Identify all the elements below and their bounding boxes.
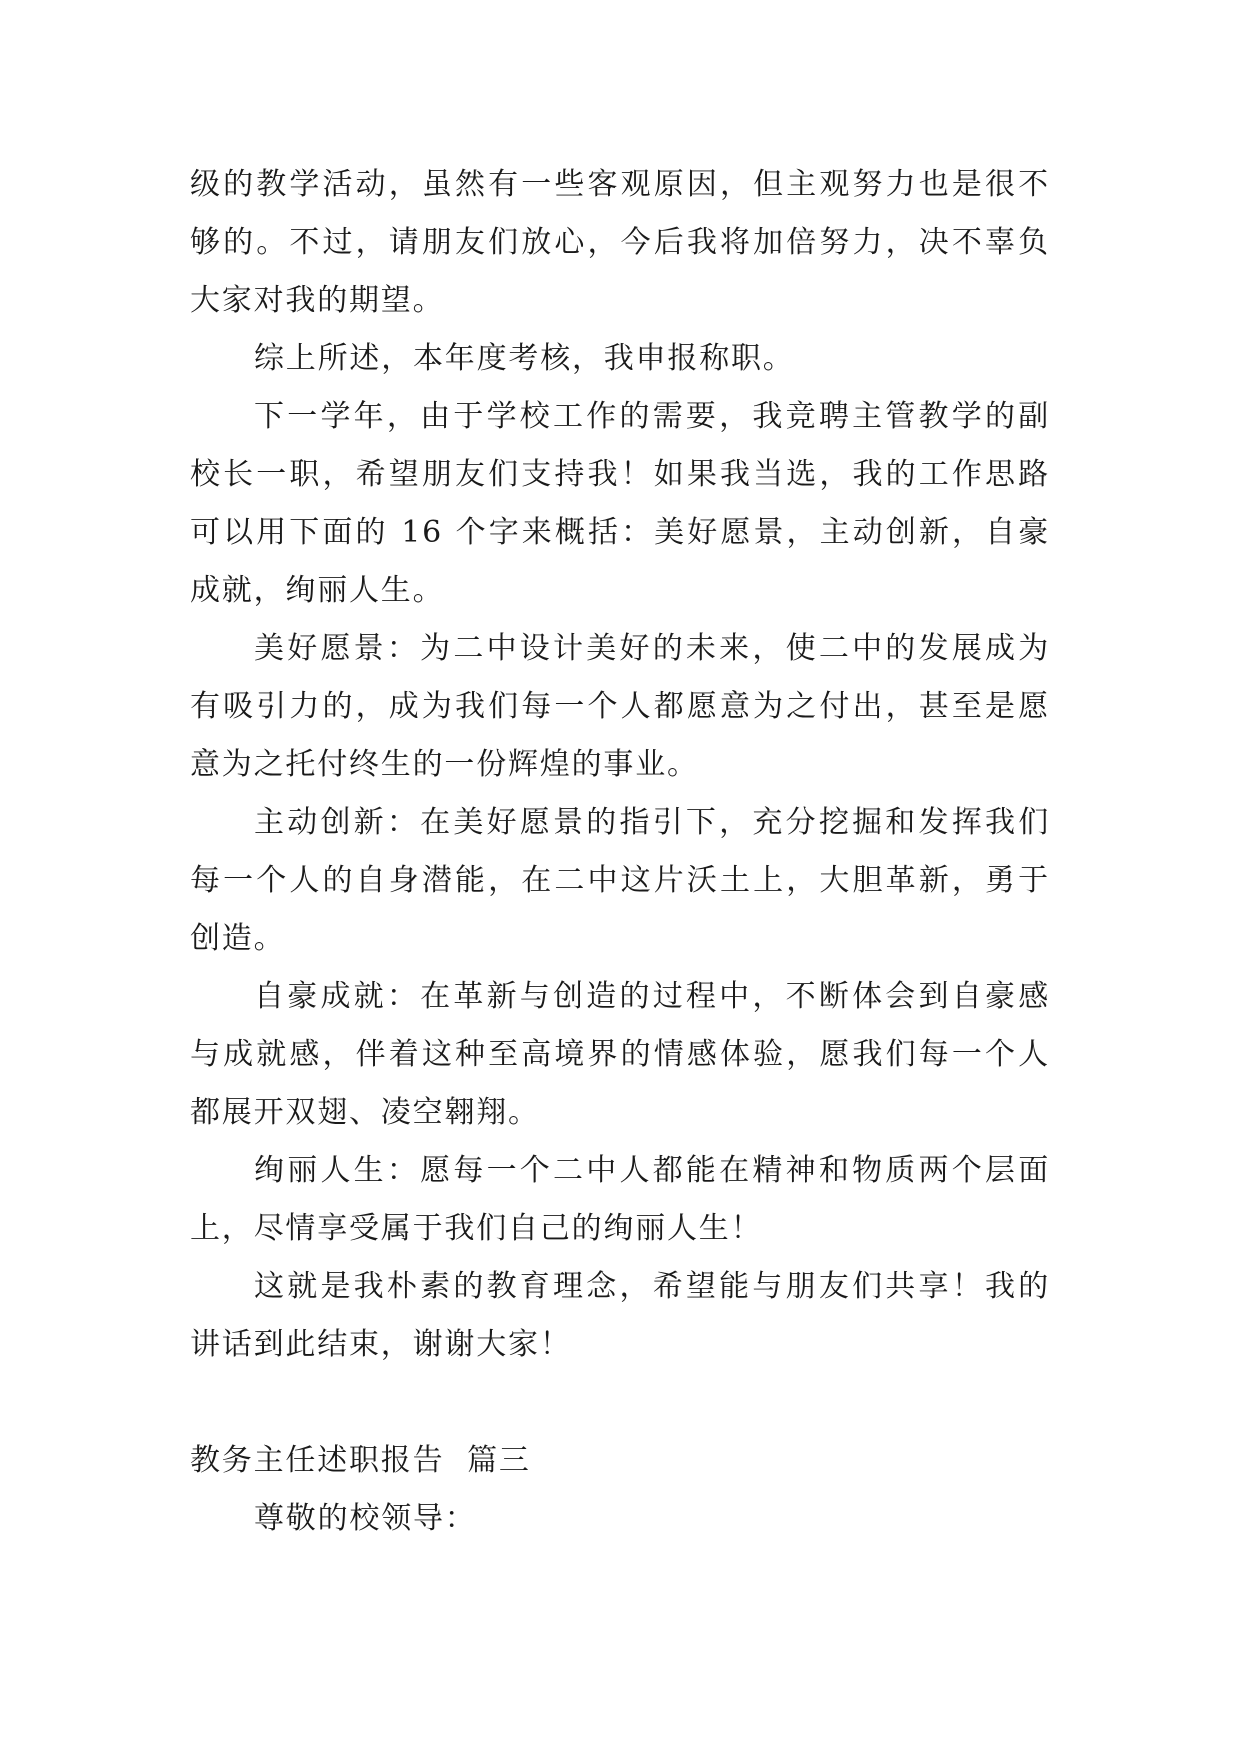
paragraph-1-line-1: 级的教学活动，虽然有一些客观原因，但主观努力也是很不	[190, 167, 1050, 202]
paragraph-2-line-1: 综上所述，本年度考核，我申报称职。	[254, 341, 795, 376]
paragraph-6-line-2: 与成就感，伴着这种至高境界的情感体验，愿我们每一个人	[190, 1037, 1050, 1072]
paragraph-5-line-2: 每一个人的自身潜能，在二中这片沃土上，大胆革新，勇于	[190, 863, 1050, 898]
paragraph-6-line-3: 都展开双翅、凌空翱翔。	[190, 1095, 540, 1130]
paragraph-4-line-1: 美好愿景：为二中设计美好的未来，使二中的发展成为	[254, 631, 1050, 666]
paragraph-4-line-3: 意为之托付终生的一份辉煌的事业。	[190, 747, 699, 782]
paragraph-7-line-2: 上，尽情享受属于我们自己的绚丽人生！	[190, 1211, 763, 1246]
paragraph-3-line-3: 可以用下面的 16 个字来概括：美好愿景，主动创新，自豪	[190, 515, 1050, 550]
paragraph-5-line-3: 创造。	[190, 921, 286, 956]
salutation: 尊敬的校领导：	[254, 1501, 477, 1536]
paragraph-1-line-3: 大家对我的期望。	[190, 283, 445, 318]
paragraph-4-line-2: 有吸引力的，成为我们每一个人都愿意为之付出，甚至是愿	[190, 689, 1050, 724]
paragraph-3-line-4: 成就，绚丽人生。	[190, 573, 445, 608]
paragraph-7-line-1: 绚丽人生：愿每一个二中人都能在精神和物质两个层面	[254, 1153, 1050, 1188]
paragraph-5-line-1: 主动创新：在美好愿景的指引下，充分挖掘和发挥我们	[254, 805, 1050, 840]
paragraph-8-line-1: 这就是我朴素的教育理念，希望能与朋友们共享！我的	[254, 1269, 1050, 1304]
paragraph-8-line-2: 讲话到此结束，谢谢大家！	[190, 1327, 572, 1362]
paragraph-3-line-2: 校长一职，希望朋友们支持我！如果我当选，我的工作思路	[190, 457, 1050, 492]
paragraph-6-line-1: 自豪成就：在革新与创造的过程中，不断体会到自豪感	[254, 979, 1050, 1014]
section-heading: 教务主任述职报告 篇三	[190, 1443, 531, 1478]
paragraph-3-line-1: 下一学年，由于学校工作的需要，我竞聘主管教学的副	[254, 399, 1050, 434]
paragraph-1-line-2: 够的。不过，请朋友们放心，今后我将加倍努力，决不辜负	[190, 225, 1050, 260]
